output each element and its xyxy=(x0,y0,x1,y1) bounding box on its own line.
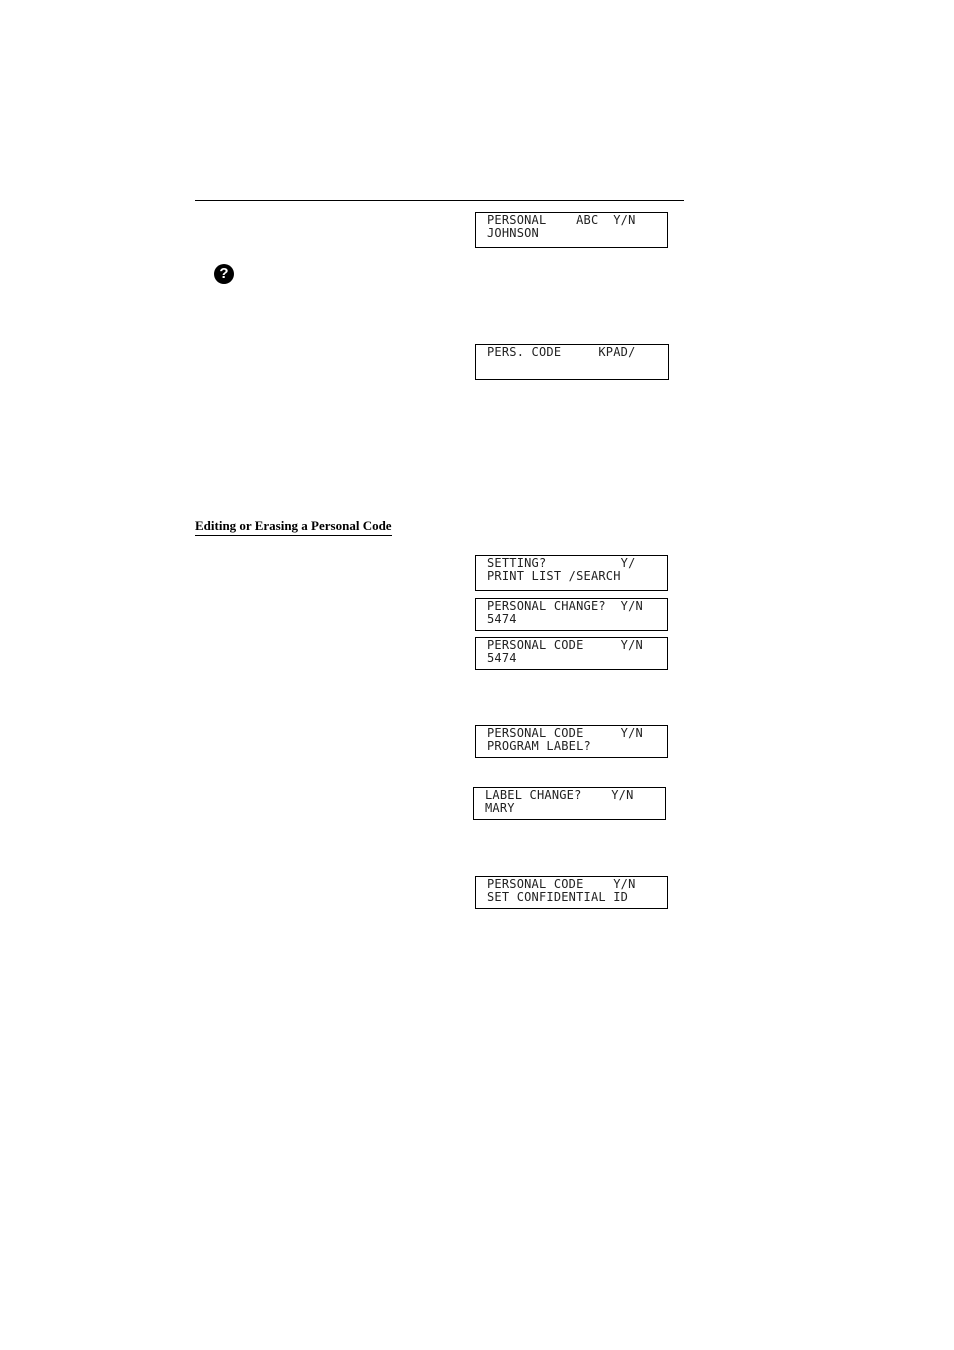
lcd-line-2: 5474 xyxy=(487,612,517,626)
lcd-line-1: PERSONAL CODE Y/N xyxy=(487,638,643,652)
lcd-display-personal-abc xyxy=(475,212,668,248)
lcd-line-2: SET CONFIDENTIAL ID xyxy=(487,890,629,904)
question-mark-icon: ? xyxy=(214,264,234,284)
lcd-line-2: JOHNSON xyxy=(487,226,539,240)
lcd-line-2: 5474 xyxy=(487,651,517,665)
lcd-display-confidential-id xyxy=(475,876,668,909)
lcd-display-label-change xyxy=(473,787,666,820)
lcd-line-1: PERSONAL ABC Y/N xyxy=(487,213,636,227)
header-rule xyxy=(195,200,684,201)
lcd-line-1: PERSONAL CODE Y/N xyxy=(487,726,643,740)
lcd-line-2: PROGRAM LABEL? xyxy=(487,739,591,753)
lcd-line-1: PERSONAL CHANGE? Y/N xyxy=(487,599,643,613)
section-heading: Editing or Erasing a Personal Code xyxy=(195,518,392,536)
lcd-line-2 xyxy=(487,359,668,372)
lcd-line-2: MARY xyxy=(485,801,515,815)
lcd-display-personal-code xyxy=(475,637,668,670)
lcd-line-1: PERSONAL CODE Y/N xyxy=(487,877,636,891)
lcd-line-1: PERS. CODE KPAD/ xyxy=(487,345,636,359)
lcd-display-program-label xyxy=(475,725,668,758)
lcd-display-personal-change xyxy=(475,598,668,631)
lcd-display-setting xyxy=(475,555,668,591)
lcd-line-2: PRINT LIST /SEARCH xyxy=(487,569,621,583)
lcd-line-1: LABEL CHANGE? Y/N xyxy=(485,788,634,802)
lcd-display-pers-code xyxy=(475,344,669,380)
lcd-line-1: SETTING? Y/ xyxy=(487,556,636,570)
